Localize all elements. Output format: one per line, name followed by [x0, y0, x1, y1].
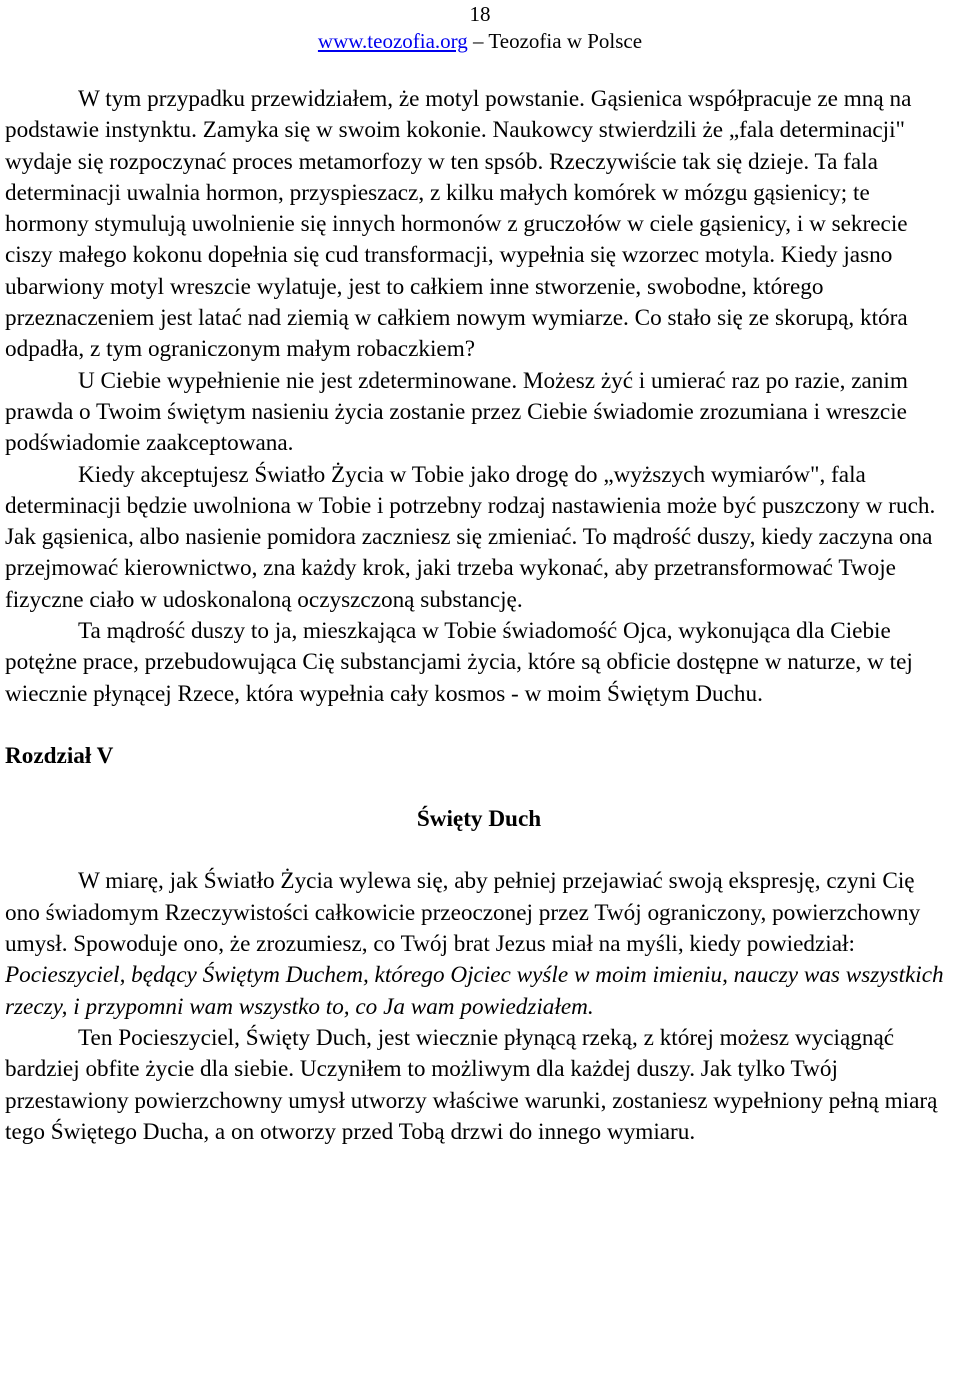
section-title: Święty Duch	[416, 805, 542, 832]
document-body	[5, 84, 953, 1148]
chapter-heading: Rozdział V	[5, 743, 114, 770]
paragraph-light-of-life: Kiedy akceptujesz Światło Życia w Tobie jako drogę do „wyższych wymiarów", fala determinacji będzie uwolniona w Tobie i potrzebny rodzaj nastawienia może być puszczony w ruch. Jak gąsienica, albo nasienie pomidora zaczniesz się zmieniać. To mądrość duszy, kiedy zaczyna ona przejmować kierownictwo, zna każdy krok, jaki trzeba wykonać, aby przetransformować Twoje fizyczne ciało w udoskonaloną oczyszczoną substancję.	[5, 461, 936, 613]
scripture-quote: Pocieszyciel, będący Świętym Duchem, którego Ojciec wyśle w moim imieniu, nauczy was wszystkich rzeczy, i przypomni wam wszystko to, co Ja wam powiedziałem.	[5, 962, 944, 1020]
paragraph-holy-spirit: Ten Pocieszyciel, Święty Duch, jest wiecznie płynącą rzeką, z której możesz wyciągnąć bardziej obfite życie dla siebie. Uczyniłem to możliwym dla każdej duszy. Jak tylko Twój przestawiony powierzchowny umysł utworzy właściwe warunki, zostaniesz wypełniony pełną miarą tego Świętego Ducha, a on otworzy przed Tobą drzwi do innego wymiaru.	[5, 1024, 938, 1145]
site-line	[0, 29, 960, 53]
page-number: 18	[469, 2, 491, 26]
paragraph-butterfly: W tym przypadku przewidziałem, że motyl powstanie. Gąsienica współpracuje ze mną na podstawie instynktu. Zamyka się w swoim kokonie. Naukowcy stwierdzili że „fala determinacji" wydaje się rozpoczynać proces metamorfozy w ten spsób. Rzeczywiście tak się dzieje. Ta fala determinacji uwalnia hormon, przyspieszacz, z kilku małych komórek w mózgu gąsienicy; te hormony stymulują uwolnienie się innych hormonów z gruczołów w ciele gąsienicy, i w sekrecie ciszy małego kokonu dopełnia się cud transformacji, wypełnia się wzorzec motyla. Kiedy jasno ubarwiony motyl wreszcie wylatuje, jest to całkiem inne stworzenie, swobodne, którego przeznaczeniem jest latać nad ziemią w całkiem nowym wymiarze. Co stało się ze skorupą, która odpadła, z tym ograniczonym małym robaczkiem?	[5, 86, 912, 363]
paragraph-comforter-text: W miarę, jak Światło Życia wylewa się, aby pełniej przejawiać swoją ekspresję, czyni Cię ono świadomym Rzeczywistości całkowicie przeoczonej przez Twój ograniczony, powierzchowny umysł. Spowoduje ono, że zrozumiesz, co Twój brat Jezus miał na myśli, kiedy powiedział:	[5, 868, 921, 958]
site-link[interactable]: www.teozofia.org	[317, 29, 468, 53]
site-suffix: – Teozofia w Polsce	[467, 29, 643, 53]
paragraph-comforter	[5, 866, 953, 1022]
paragraph-fulfillment: U Ciebie wypełnienie nie jest zdeterminowane. Możesz żyć i umierać raz po razie, zanim prawda o Twoim świętym nasieniu życia zostanie przez Ciebie świadomie zrozumiana i wreszcie podświadomie zaakceptowana.	[5, 367, 908, 457]
paragraph-soul-wisdom: Ta mądrość duszy to ja, mieszkająca w Tobie świadomość Ojca, wykonująca dla Ciebie potężne prace, przebudowująca Cię substancjami życia, które są obficie dostępne w naturze, w tej wiecznie płynącej Rzece, która wypełnia cały kosmos - w moim Świętym Duchu.	[5, 618, 913, 707]
